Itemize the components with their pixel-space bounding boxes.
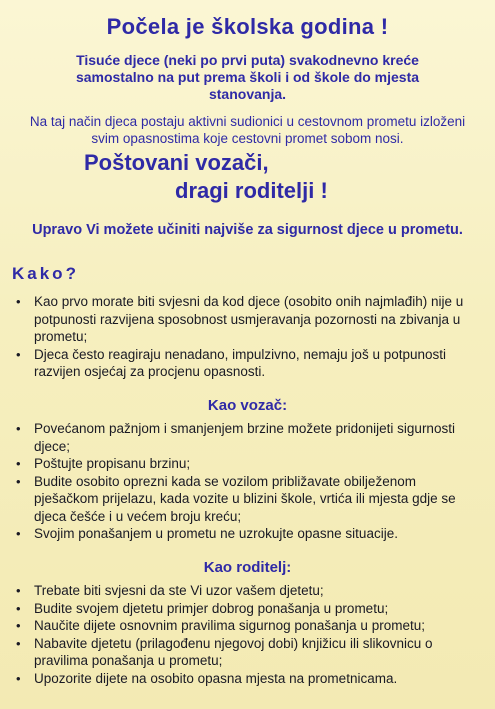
- list-item-text: Svojim ponašanjem u prometu ne uzrokujte opasne situacije.: [34, 526, 398, 541]
- bullet-icon: •: [16, 346, 21, 362]
- list-item: [12, 473, 484, 526]
- bullet-icon: •: [16, 456, 21, 471]
- kako-list: [12, 293, 484, 381]
- bullet-icon: •: [16, 670, 21, 686]
- bullet-icon: •: [16, 294, 21, 309]
- bullet-icon: •: [16, 618, 21, 633]
- bullet-icon: •: [16, 635, 21, 651]
- list-item: [12, 455, 484, 473]
- intro-secondary-text: Na taj način djeca postaju aktivni sudionici u cestovnom prometu izloženi svim opasnostima koje cestovni promet sobom nosi.: [29, 114, 466, 146]
- bullet-icon: •: [16, 473, 21, 489]
- vozac-list: [12, 420, 484, 543]
- list-item: [12, 293, 484, 346]
- list-item-text: Trebate biti svjesni da ste Vi uzor vašem djetetu;: [34, 583, 324, 598]
- bullet-icon: •: [16, 583, 21, 598]
- greeting-line-parents: dragi roditelji !: [175, 178, 328, 203]
- list-item-text: Povećanom pažnjom i smanjenjem brzine možete pridonijeti sigurnosti djece;: [34, 421, 455, 454]
- intro-text: Tisuće djece (neki po prvi puta) svakodnevno kreće samostalno na put prema školi i od škole do mjesta stanovanja.: [75, 52, 420, 102]
- section-heading-vozac: Kao vozač:: [207, 397, 288, 414]
- list-item: [12, 582, 484, 600]
- list-item: [12, 525, 484, 543]
- list-item-text: Upozorite dijete na osobito opasna mjesta na prometnicama.: [34, 670, 398, 686]
- list-item: [12, 617, 484, 635]
- list-item: [12, 420, 484, 455]
- bullet-icon: •: [16, 600, 21, 616]
- greeting-line-drivers: Poštovani vozači,: [84, 150, 269, 175]
- list-item-text: Budite osobito oprezni kada se vozilom približavate obilježenom pješačkom prijelazu, kada vozite u blizini škole, vrtića ili mjesta gdje se djeca češće i u većem broju kreću;: [34, 473, 456, 524]
- list-item-text: Kao prvo morate biti svjesni da kod djece (osobito onih najmlađih) nije u potpunosti razvijena sposobnost usmjeravanja pozornosti na zbivanja u prometu;: [34, 294, 464, 344]
- bullet-icon: •: [16, 526, 21, 541]
- list-item-text: Naučite dijete osnovnim pravilima sigurnog ponašanja u prometu;: [34, 618, 425, 633]
- roditelj-list: [12, 582, 484, 687]
- appeal-text: Upravo Vi možete učiniti najviše za sigurnost djece u prometu.: [32, 222, 463, 238]
- list-item: [12, 670, 484, 688]
- list-item: [12, 635, 484, 670]
- section-heading-roditelj: Kao roditelj:: [203, 559, 292, 576]
- list-item: [12, 346, 484, 381]
- list-item-text: Djeca često reagiraju nenadano, impulzivno, nemaju još u potpunosti razvijen osjećaj za procjenu opasnosti.: [34, 346, 447, 379]
- list-item-text: Nabavite djetetu (prilagođenu njegovoj dobi) knjižicu ili slikovnicu o pravilima ponašanja u prometu;: [34, 635, 433, 668]
- page-title: Počela je školska godina !: [106, 14, 389, 39]
- bullet-icon: •: [16, 421, 21, 436]
- list-item-text: Budite svojem djetetu primjer dobrog ponašanja u prometu;: [34, 600, 389, 616]
- section-heading-kako: Kako?: [12, 264, 79, 283]
- list-item-text: Poštujte propisanu brzinu;: [34, 456, 191, 471]
- list-item: [12, 600, 484, 618]
